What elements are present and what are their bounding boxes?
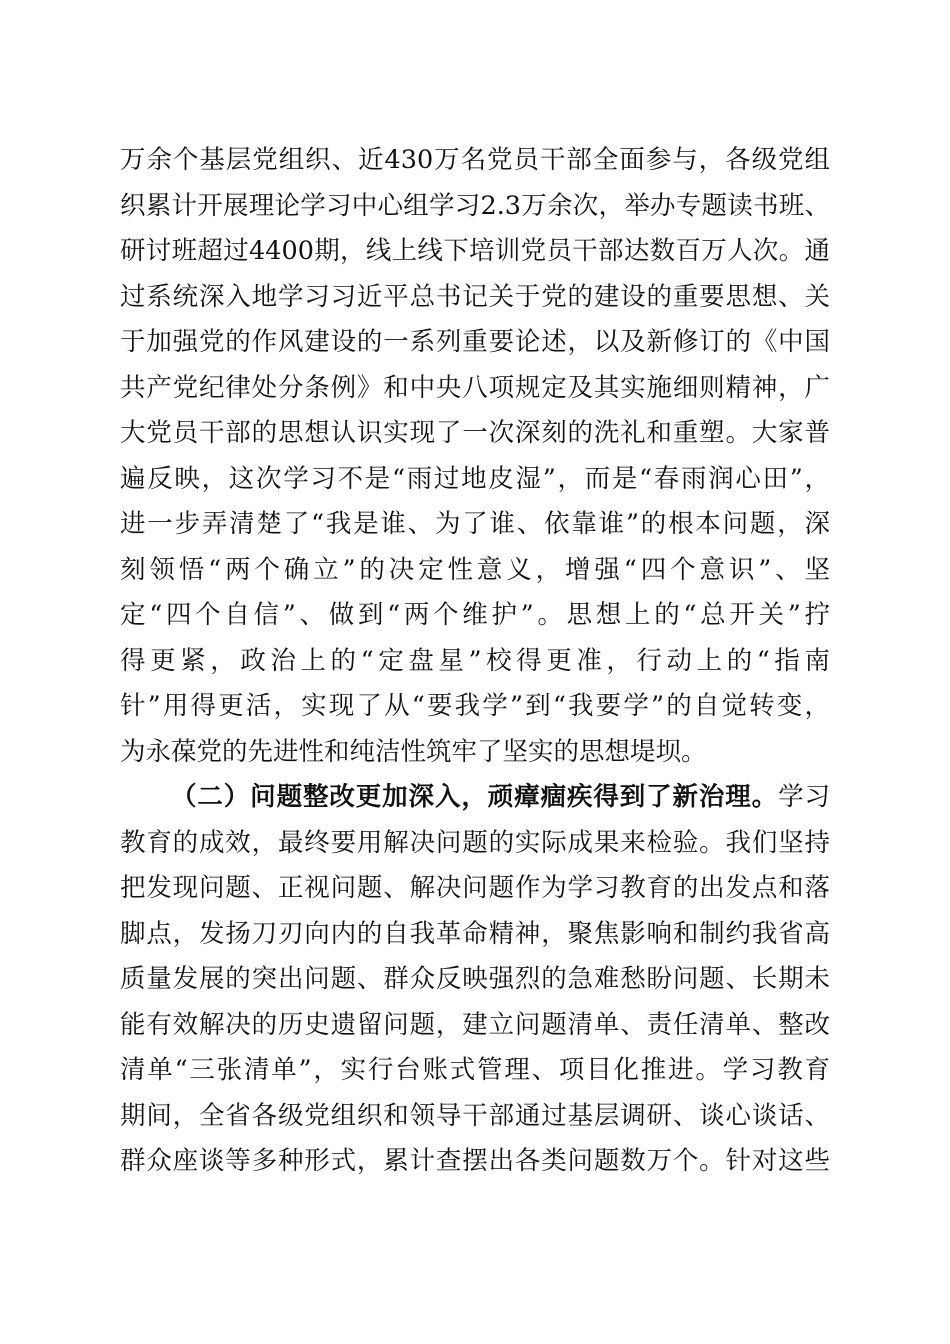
text-line: 大党员干部的思想认识实现了一次深刻的洗礼和重塑。大家普: [120, 418, 830, 448]
text-line: 共产党纪律处分条例》和中央八项规定及其实施细则精神，广: [120, 372, 830, 403]
text-line: 群众座谈等多种形式，累计查摆出各类问题数万个。针对这些: [120, 1146, 830, 1176]
text-line: 能有效解决的历史遗留问题，建立问题清单、责任清单、整改: [120, 1009, 830, 1040]
text-line: 于加强党的作风建设的一系列重要论述，以及新修订的《中国: [120, 327, 830, 357]
paragraph-2: [120, 775, 830, 1185]
text-line: 研讨班超过4400期，线上线下培训党员干部达数百万人次。通: [120, 236, 830, 266]
text-line: 定“四个自信”、做到“两个维护”。思想上的“总开关”拧: [120, 600, 830, 630]
text-line: 脚点，发扬刀刃向内的自我革命精神，聚焦影响和制约我省高: [120, 918, 830, 949]
text-line: 刻领悟“两个确立”的决定性意义，增强“四个意识”、坚: [120, 554, 830, 585]
text-line: 把发现问题、正视问题、解决问题作为学习教育的出发点和落: [120, 873, 830, 903]
text-line: 期间，全省各级党组织和领导干部通过基层调研、谈心谈话、: [120, 1100, 830, 1131]
text-line: 遍反映，这次学习不是“雨过地皮湿”，而是“春雨润心田”，: [120, 463, 830, 494]
text-line: 万余个基层党组织、近430万名党员干部全面参与，各级党组: [120, 145, 830, 175]
text-line: 质量发展的突出问题、群众反映强烈的急难愁盼问题、长期未: [120, 964, 830, 994]
text-line: 进一步弄清楚了“我是谁、为了谁、依靠谁”的根本问题，深: [120, 509, 830, 539]
text-line: 清单“三张清单”，实行台账式管理、项目化推进。学习教育: [120, 1055, 830, 1085]
heading-line-rest: 学习: [778, 782, 830, 812]
text-line: 过系统深入地学习习近平总书记关于党的建设的重要思想、关: [120, 281, 830, 312]
text-line: [120, 775, 830, 821]
text-line: 织累计开展理论学习中心组学习2.3万余次，举办专题读书班、: [120, 190, 830, 221]
text-line: 针”用得更活，实现了从“要我学”到“我要学”的自觉转变，: [120, 691, 830, 721]
text-line: 为永葆党的先进性和纯洁性筑牢了坚实的思想堤坝。: [120, 736, 707, 767]
text-line: 教育的成效，最终要用解决问题的实际成果来检验。我们坚持: [120, 827, 830, 858]
section-heading: （二）问题整改更加深入，顽瘴痼疾得到了新治理。: [171, 782, 779, 812]
text-line: 得更紧，政治上的“定盘星”校得更准，行动上的“指南: [120, 645, 830, 676]
paragraph-1: [120, 138, 830, 775]
document-body: [120, 138, 830, 1185]
